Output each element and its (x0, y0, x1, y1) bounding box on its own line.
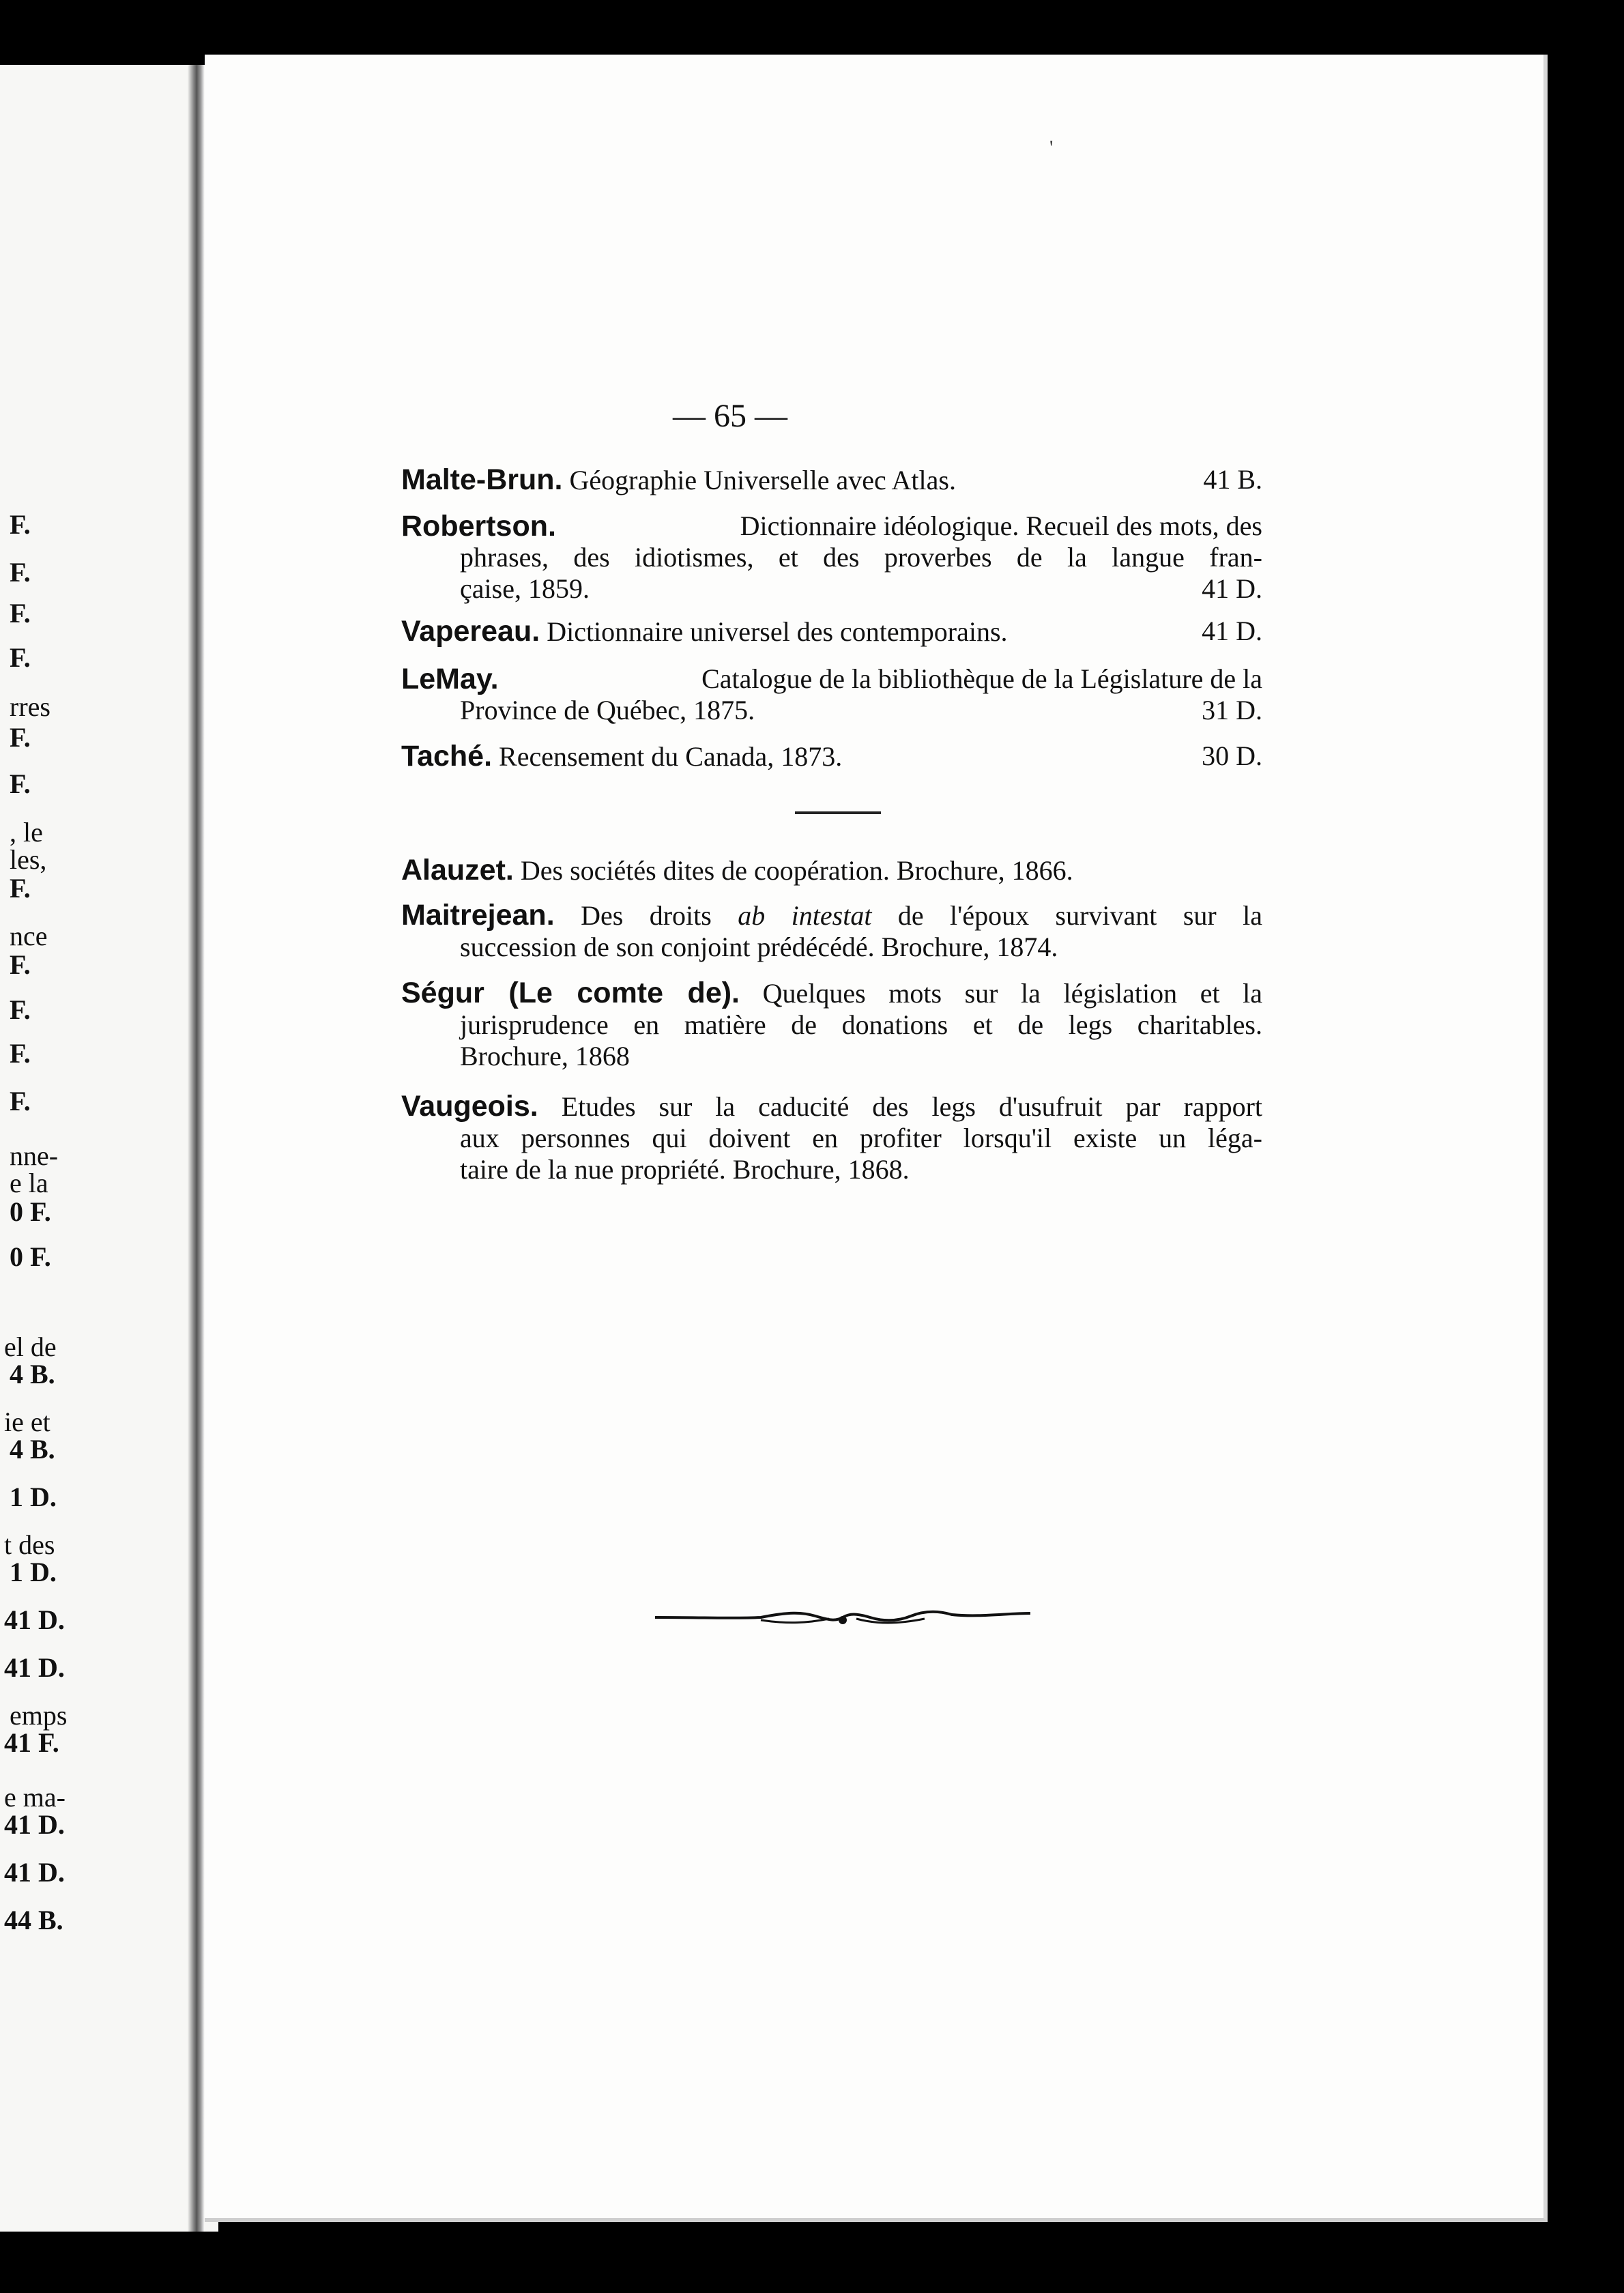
shelf-code: 41 B. (1203, 464, 1262, 495)
catalogue-entry (401, 1091, 1262, 1185)
entry-author: Vapereau. (401, 615, 540, 648)
entry-author: Maitrejean. (401, 899, 555, 932)
previous-page-fragment: F. (10, 949, 31, 980)
catalogue-entry (401, 740, 1262, 773)
previous-page-fragment: F. (10, 873, 31, 904)
entry-title: Etudes sur la caducité des legs d'usufruit par rapport (561, 1091, 1262, 1122)
entry-author: Ségur (Le comte de). (401, 977, 740, 1009)
previous-page-fragment: F. (10, 557, 31, 588)
previous-page-fragment: nce (10, 921, 48, 951)
previous-page-fragment: 41 F. (4, 1727, 59, 1758)
entry-line: succession de son conjoint prédécédé. Brochure, 1874. (460, 932, 1058, 962)
shelf-code: 41 D. (1202, 616, 1262, 646)
previous-page-fragment: e ma- (4, 1782, 66, 1813)
previous-page-fragment: 44 B. (4, 1905, 63, 1935)
shelf-code: 30 D. (1202, 740, 1262, 771)
previous-page-fragment: F. (10, 1086, 31, 1116)
section-divider (795, 811, 881, 814)
entry-title: Dictionnaire idéologique. Recueil des mots, des (740, 510, 1262, 541)
previous-page-fragment: les, (10, 844, 47, 875)
previous-page-fragment: 41 D. (4, 1809, 65, 1840)
previous-page-fragment: F. (10, 1038, 31, 1069)
entry-line: jurisprudence en matière de donations et de legs charitables. (460, 1009, 1262, 1040)
previous-page-fragment: F. (10, 994, 31, 1025)
previous-page-fragment: e la (10, 1168, 48, 1198)
previous-page-fragment: F. (10, 768, 31, 799)
entry-line: aux personnes qui doivent en profiter lorsqu'il existe un léga- (460, 1123, 1262, 1153)
entry-title: Recensement du Canada, 1873. (499, 741, 843, 772)
entry-title: Catalogue de la bibliothèque de la Législature de la (701, 663, 1262, 694)
catalogue-entry (401, 464, 1262, 496)
entry-author: LeMay. (401, 663, 499, 695)
previous-page-fragment: nne- (10, 1140, 59, 1171)
italic-phrase: ab intestat (738, 900, 872, 931)
entry-line: çaise, 1859. (460, 573, 590, 604)
catalogue-entry (401, 616, 1262, 648)
entry-line: Brochure, 1868 (460, 1041, 630, 1071)
entry-author: Malte-Brun. (401, 463, 563, 496)
previous-page-fragment: F. (10, 642, 31, 673)
entry-author: Taché. (401, 740, 493, 773)
shelf-code: 41 D. (1202, 573, 1262, 604)
entry-title: Quelques mots sur la législation et la (762, 978, 1263, 1009)
previous-page-fragment: t des (4, 1529, 55, 1560)
shelf-code: 31 D. (1202, 695, 1262, 725)
previous-page-fragment: F. (10, 598, 31, 629)
previous-page-fragment: 1 D. (10, 1482, 57, 1512)
previous-page-fragment: F. (10, 722, 31, 753)
previous-page-fragment: emps (10, 1700, 68, 1731)
previous-page-fragment: F. (10, 509, 31, 540)
entry-line: taire de la nue propriété. Brochure, 1868. (460, 1154, 910, 1185)
catalogue-entry (401, 510, 1262, 605)
previous-page-fragment: 41 D. (4, 1652, 65, 1683)
catalogue-entry (401, 977, 1262, 1072)
previous-page-fragment: el de (4, 1331, 57, 1362)
previous-page-fragment: ie et (4, 1407, 50, 1437)
entry-author: Alauzet. (401, 854, 514, 886)
entry-author: Robertson. (401, 510, 556, 543)
previous-page-fragment: rres (10, 691, 50, 722)
previous-page-fragment: , le (10, 817, 43, 848)
entry-title: Des sociétés dites de coopération. Brochure, 1866. (520, 855, 1073, 886)
previous-page-fragment: 41 D. (4, 1604, 65, 1635)
entry-author: Vaugeois. (401, 1090, 538, 1123)
previous-page-fragment: 41 D. (4, 1857, 65, 1888)
entry-line: phrases, des idiotismes, et des proverbes de la langue fran- (460, 542, 1262, 573)
previous-page-fragment: 0 F. (10, 1241, 51, 1272)
entry-line: Province de Québec, 1875. (460, 695, 755, 725)
ornament-flourish (652, 1597, 1034, 1638)
print-speck: ' (1049, 136, 1054, 159)
previous-page-fragment: 0 F. (10, 1196, 51, 1227)
entry-title: Des droits ab intestat de l'époux survivant sur la (581, 900, 1262, 931)
previous-page-fragment: 4 B. (10, 1359, 55, 1389)
previous-page-fragment: 4 B. (10, 1434, 55, 1465)
catalogue-entry (401, 854, 1262, 886)
entry-title: Dictionnaire universel des contemporains. (547, 616, 1008, 647)
entry-title: Géographie Universelle avec Atlas. (569, 465, 956, 495)
catalogue-entry (401, 899, 1262, 963)
catalogue-entry (401, 663, 1262, 726)
page-number: — 65 — (673, 398, 787, 434)
previous-page-fragment: 1 D. (10, 1557, 57, 1587)
